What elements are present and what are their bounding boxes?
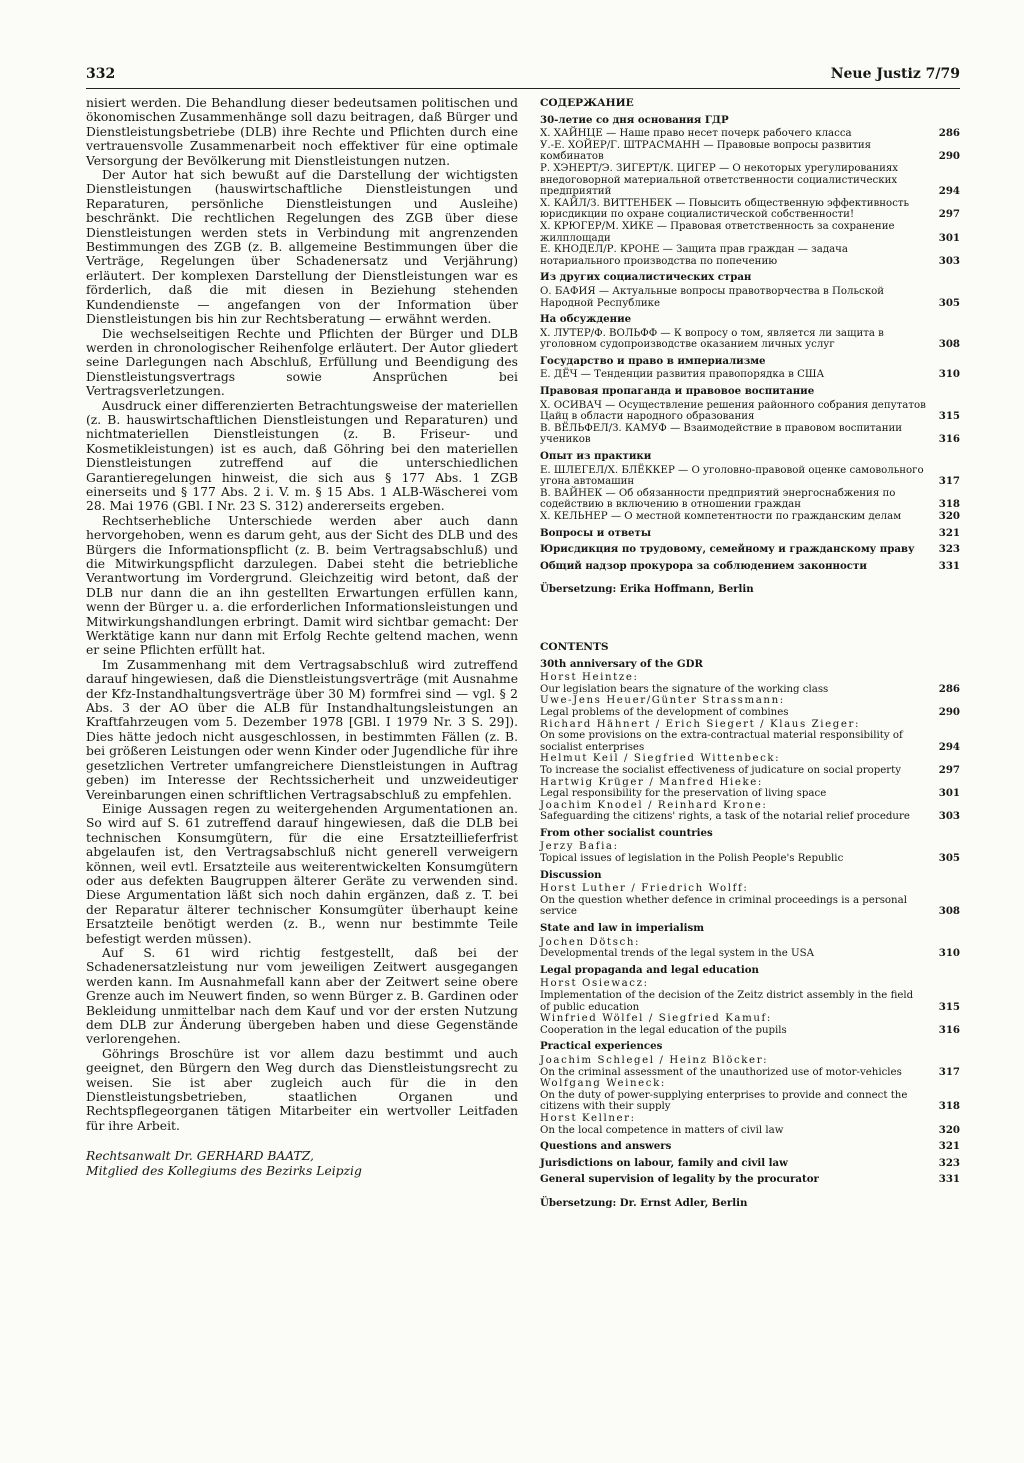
entry-page: 308 — [938, 905, 960, 918]
entry-text: Х. ХАЙНЦЕ — Наше право несет почерк рабочего класса — [540, 128, 852, 140]
entry-text: Юрисдикция по трудовому, семейному и гражданскому праву — [540, 543, 915, 556]
contents-single-entry — [540, 1141, 960, 1153]
entry-text: Legal problems of the development of combines — [540, 706, 789, 718]
contents-single-entry — [540, 544, 960, 556]
review-paragraph: Rechtserhebliche Unterschiede werden aber auch dann hervorgehoben, wenn es darum geht, aus der Sicht des DLB und des Bürgers die Informationspflicht (z. B. beim Vertragsabschluß) und die Mitwirkungspflicht darzulegen. Dabei steht die betriebliche Verantwortung im Vordergrund. Gleichzeitig wird betont, daß der DLB nur dann die an ihn gestellten Erwartungen erfüllen kann, wenn der Bürger u. a. die erforderlichen Informationsleistungen und Mitwirkungshandlungen erbringt. Damit wird sichtbar gemacht: Der Werktätige kann nur dann mit Erfolg Rechte geltend machen, wenn er seine Pflichten erfüllt hat. — [86, 513, 518, 658]
entry-page: 318 — [938, 498, 960, 511]
contents-group-heading: Discussion — [540, 868, 602, 881]
entry-text: Р. ХЭНЕРТ/Э. ЗИГЕРТ/К. ЦИГЕР — О некоторых урегулированиях внедоговорной материальной ответственности социалистических предприятий — [540, 162, 899, 198]
entry-page: 303 — [938, 810, 960, 823]
contents-entry — [540, 1025, 960, 1037]
entry-page: 317 — [938, 475, 960, 488]
contents-group-heading: Опыт из практики — [540, 450, 652, 463]
entry-page: 310 — [938, 947, 960, 960]
entry-page: 294 — [938, 185, 960, 198]
entry-text: Cooperation in the legal education of the pupils — [540, 1024, 787, 1036]
entry-text: В. ВАЙНЕК — Об обязанности предприятий энергоснабжения по содействию в включению в отношении граждан — [540, 487, 896, 511]
entry-author: Uwe-Jens Heuer/Günter Strassmann: — [540, 695, 785, 707]
entry-page: 305 — [938, 296, 960, 309]
entry-page: 290 — [938, 705, 960, 718]
contents-english — [540, 642, 960, 1210]
entry-text: Х. КАЙЛ/З. ВИТТЕНБЕК — Повысить общественную эффективность юрисдикции по охране социалистической собственности! — [540, 197, 910, 221]
entry-page: 286 — [938, 682, 960, 695]
contents-entry — [540, 990, 960, 1013]
entry-text: Developmental trends of the legal system in the USA — [540, 948, 814, 960]
contents-group-heading: State and law in imperialism — [540, 922, 705, 935]
entry-author: Horst Osiewacz: — [540, 978, 649, 990]
contents-entry — [540, 811, 960, 823]
entry-page: 331 — [938, 559, 960, 572]
journal-title: Neue Justiz 7/79 — [830, 66, 960, 82]
contents-entry — [540, 465, 960, 488]
contents-entry — [540, 286, 960, 309]
contents-entry — [540, 244, 960, 267]
entry-page: 297 — [938, 763, 960, 776]
entry-author: Joachim Schlegel / Heinz Blöcker: — [540, 1054, 769, 1066]
entry-text: Х. ЛУТЕР/Ф. ВОЛЬФФ — К вопросу о том, является ли защита в уголовном судопроизводстве оказанием личных услуг — [540, 327, 884, 351]
contents-entry — [540, 895, 960, 918]
contents-group-heading: 30-летие со дня основания ГДР — [540, 113, 729, 126]
review-signature — [86, 1149, 518, 1178]
contents-group-heading: From other socialist countries — [540, 826, 713, 839]
contents-entry — [540, 423, 960, 446]
contents-entry — [540, 1067, 960, 1079]
contents-entry — [540, 163, 960, 198]
review-paragraph: Göhrings Broschüre ist vor allem dazu bestimmt und auch geeignet, den Bürgern den Weg durch das Dienstleistungsrecht zu weisen. Sie ist aber zugleich auch für die in den Dienstleistungsbetrieben, staatlichen Organen und Rechtspflegeorganen tätigen Mitarbeiter ein wertvoller Leitfaden für ihre Arbeit. — [86, 1046, 518, 1133]
entry-text: Legal responsibility for the preservation of living space — [540, 788, 827, 800]
contents-single-entry — [540, 528, 960, 540]
entry-text: On the question whether defence in criminal proceedings is a personal service — [540, 894, 907, 918]
entry-author: Horst Kellner: — [540, 1112, 636, 1124]
contents-single-entry — [540, 1174, 960, 1186]
contents-entry — [540, 369, 960, 381]
entry-author: Helmut Keil / Siegfried Wittenbeck: — [540, 753, 781, 765]
entry-page: 323 — [938, 543, 960, 556]
entry-text: To increase the socialist effectiveness of judicature on social property — [540, 764, 902, 776]
review-paragraph: Der Autor hat sich bewußt auf die Darstellung der wichtigsten Dienstleistungen (hauswirtschaftliche Dienstleistungen und Reparaturen, persönliche Dienstleistungen und Ausleihe) beschränkt. Die rechtlichen Regelungen des ZGB über diese Dienstleistungen werden stets in Verbindung mit angrenzenden Bestimmungen des ZGB (z. B. allgemeine Bestimmungen über die Verträge, Regelungen über Schadenersatz und Verjährung) erläutert. Der komplexen Darstellung der Dienstleistungen war es förderlich, daß die mit diesen in Beziehung stehenden Kundendienste — angefangen von der Information über Dienstleistungen bis hin zur Rechtsberatung — erwähnt werden. — [86, 168, 518, 327]
contents-column — [540, 98, 960, 1210]
contents-ru-title: СОДЕРЖАНИЕ — [540, 97, 634, 109]
contents-entry — [540, 221, 960, 244]
contents-group-heading: Государство и право в империализме — [540, 354, 766, 367]
entry-page: 321 — [938, 526, 960, 539]
contents-group-heading: Из других социалистических стран — [540, 271, 752, 284]
entry-page: 320 — [938, 510, 960, 522]
entry-text: У.-Е. ХОЙЕР/Г. ШТРАСМАНН — Правовые вопросы развития комбинатов — [540, 139, 872, 163]
entry-page: 301 — [938, 231, 960, 244]
entry-author: Joachim Knodel / Reinhard Krone: — [540, 799, 768, 811]
contents-entry — [540, 1090, 960, 1113]
entry-text: On some provisions on the extra-contractual material responsibility of socialist enterprises — [540, 730, 903, 753]
entry-text: Вопросы и ответы — [540, 526, 652, 539]
entry-text: Общий надзор прокурора за соблюдением законности — [540, 559, 867, 572]
contents-entry — [540, 140, 960, 163]
entry-text: General supervision of legality by the procurator — [540, 1173, 819, 1186]
contents-entry — [540, 128, 960, 140]
entry-page: 310 — [938, 368, 960, 381]
contents-entry — [540, 198, 960, 221]
entry-page: 315 — [938, 1000, 960, 1013]
page-header — [86, 66, 960, 89]
entry-text: Implementation of the decision of the Zeitz district assembly in the field of public education — [540, 990, 914, 1013]
entry-author: Horst Heintze: — [540, 672, 639, 684]
entry-page: 321 — [938, 1140, 960, 1153]
review-column — [86, 96, 518, 1178]
contents-single-entry — [540, 1158, 960, 1170]
entry-text: Е. ШЛЕГЕЛ/Х. БЛЁККЕР — О уголовно-правовой оценке самовольного угона автомашин — [540, 464, 924, 488]
entry-author: Winfried Wölfel / Siegfried Kamuf: — [540, 1013, 772, 1025]
entry-page: 286 — [938, 127, 960, 140]
review-paragraph: Im Zusammenhang mit dem Vertragsabschluß wird zutreffend darauf hingewiesen, daß die Dienstleistungsverträge (mit Ausnahme der Kfz-Instandhaltungsverträge über 30 M) formfrei sind — vgl. § 2 Abs. 3 der AO über die ALB für Instandhaltungsleistungen an Kraftfahrzeugen vom 5. Dezember 1978 [GBl. I 1979 Nr. 3 S. 29]). Dies hätte jedoch nicht ausgeschlossen, in bestimmten Fällen (z. B. bei größeren Leistungen oder wenn Kinder oder Jugendliche für ihre gesetzlichen Vertreter umfangreichere Dienstleistungen in Auftrag geben) im Interesse der Rechtssicherheit und unzweideutiger Vereinbarungen einen schriftlichen Vertragsabschluß zu empfehlen. — [86, 657, 518, 802]
entry-text: Х. КЕЛЬНЕР — О местной компетентности по гражданским делам — [540, 511, 902, 522]
contents-entry — [540, 511, 960, 523]
entry-text: Е. КНОДЕЛ/Р. КРОНЕ — Защита прав граждан — задача нотариального производства по попечению — [540, 244, 848, 267]
entry-text: Questions and answers — [540, 1140, 672, 1153]
entry-text: Jurisdictions on labour, family and civil law — [540, 1156, 788, 1169]
entry-page: 308 — [938, 338, 960, 351]
contents-group-heading: Правовая пропаганда и правовое воспитание — [540, 385, 815, 398]
entry-page: 316 — [938, 1023, 960, 1036]
entry-page: 303 — [938, 254, 960, 267]
entry-page: 331 — [938, 1173, 960, 1186]
contents-entry — [540, 1125, 960, 1137]
entry-page: 290 — [938, 150, 960, 163]
entry-page: 318 — [938, 1100, 960, 1113]
contents-entry — [540, 328, 960, 351]
entry-text: Safeguarding the citizens' rights, a task of the notarial relief procedure — [540, 811, 910, 823]
contents-group-heading: 30th anniversary of the GDR — [540, 657, 703, 670]
entry-author: Horst Luther / Friedrich Wolff: — [540, 883, 749, 895]
contents-single-entry — [540, 561, 960, 573]
entry-page: 315 — [938, 410, 960, 423]
signature-author: Rechtsanwalt Dr. GERHARD BAATZ, — [86, 1149, 314, 1164]
entry-page: 305 — [938, 852, 960, 865]
review-paragraph: Die wechselseitigen Rechte und Pflichten der Bürger und DLB werden in chronologischer Reihenfolge erläutert. Der Autor gliedert seine Darlegungen nach Abschluß, Erfüllung und Beendigung des Dienstleistungsvertrags sowie Ansprüchen bei Vertragsverletzungen. — [86, 326, 518, 399]
signature-affiliation: Mitglied des Kollegiums des Bezirks Leipzig — [86, 1163, 362, 1178]
contents-entry — [540, 853, 960, 865]
contents-entry — [540, 488, 960, 511]
contents-entry — [540, 765, 960, 777]
entry-page: 316 — [938, 433, 960, 446]
entry-text: В. ВЁЛЬФЕЛ/З. КАМУФ — Взаимодействие в правовом воспитании учеников — [540, 422, 903, 446]
entry-text: Topical issues of legislation in the Polish People's Republic — [540, 853, 844, 865]
entry-text: Е. ДЁЧ — Тенденции развития правопорядка в США — [540, 369, 825, 381]
entry-page: 301 — [938, 787, 960, 800]
contents-entry — [540, 730, 960, 753]
entry-author: Richard Hähnert / Erich Siegert / Klaus Zieger: — [540, 718, 861, 730]
review-paragraph: Ausdruck einer differenzierten Betrachtungsweise der materiellen (z. B. hauswirtschaftlichen Dienstleistungen und Reparaturen) und nichtmateriellen Dienstleistungen (z. B. Friseur- und Kosmetikleistungen) ist es auch, daß Göhring bei den materiellen Dienstleistungen zutreffend auf die unterschiedlichen Garantieregelungen hinweist, die sich aus § 177 Abs. 1 ZGB einerseits und § 177 Abs. 2 i. V. m. § 15 Abs. 1 ALB-Wäscherei vom 28. Mai 1976 (GBl. I Nr. 23 S. 312) andererseits ergeben. — [86, 398, 518, 514]
contents-entry — [540, 400, 960, 423]
entry-text: Х. ОСИВАЧ — Осуществление решения районного собрания депутатов Цайц в области народного образования — [540, 399, 926, 423]
entry-text: Х. КРЮГЕР/М. ХИКЕ — Правовая ответственность за сохранение жилплощади — [540, 220, 895, 244]
translator-credit: Übersetzung: Erika Hoffmann, Berlin — [540, 583, 754, 596]
review-paragraph: nisiert werden. Die Behandlung dieser bedeutsamen politischen und ökonomischen Zusammenhänge soll dazu beitragen, daß Bürger und Dienstleistungsbetriebe (DLB) ihre Rechte und Pflichten durch eine vertrauensvolle Zusammenarbeit noch effektiver für eine optimale Versorgung der Bevölkerung mit Dienstleistungen nutzen. — [86, 96, 518, 168]
review-paragraph: Einige Aussagen regen zu weitergehenden Argumentationen an. So wird auf S. 61 zutreffend darauf hingewiesen, daß die DLB bei technischen Konsumgütern, für die eine Ersatzteillieferfrist abgelaufen ist, den Vertragsabschluß nicht generell verweigern können, weil evtl. Ersatzteile aus weiterentwickelten Konsumgütern oder aus defekten Baugruppen älterer Geräte zu verwenden sind. Diese Argumentation läßt sich noch dahin ergänzen, daß z. T. bei der Reparatur älterer technischer Konsumgüter überhaupt keine Ersatzteile benötigt werden (z. B., wenn nur bestimmte Teile befestigt werden müssen). — [86, 801, 518, 946]
contents-group-heading: Practical experiences — [540, 1040, 663, 1053]
entry-text: On the local competence in matters of civil law — [540, 1124, 784, 1136]
contents-en-title: CONTENTS — [540, 640, 609, 653]
contents-entry — [540, 707, 960, 719]
entry-text: On the criminal assessment of the unauthorized use of motor-vehicles — [540, 1066, 902, 1078]
contents-entry — [540, 684, 960, 696]
entry-author: Jochen Dötsch: — [540, 936, 641, 948]
entry-page: 323 — [938, 1156, 960, 1169]
page-number: 332 — [86, 66, 116, 82]
translator-credit: Übersetzung: Dr. Ernst Adler, Berlin — [540, 1196, 748, 1209]
entry-text: Our legislation bears the signature of the working class — [540, 683, 829, 695]
entry-author: Jerzy Bafia: — [540, 841, 619, 853]
contents-russian — [540, 98, 960, 596]
entry-page: 320 — [938, 1123, 960, 1136]
contents-entry — [540, 948, 960, 960]
entry-page: 294 — [938, 740, 960, 753]
entry-page: 317 — [938, 1065, 960, 1078]
entry-text: О. БАФИЯ — Актуальные вопросы правотворчества в Польской Народной Республике — [540, 285, 885, 309]
entry-author: Wolfgang Weineck: — [540, 1078, 666, 1090]
contents-group-heading: На обсуждение — [540, 313, 632, 326]
review-paragraph: Auf S. 61 wird richtig festgestellt, daß bei der Schadenersatzleistung nur vom jeweiligen Zeitwert ausgegangen werden kann. Im Ausnahmefall kann aber der Zeitwert seine obere Grenze auch im Neuwert finden, so wenn Bürger z. B. Gardinen oder Bekleidung unmittelbar nach dem Kauf und vor der ersten Nutzung dem DLB zur Änderung übergeben haben und diese Gegenstände verlorengehen. — [86, 945, 518, 1047]
entry-author: Hartwig Krüger / Manfred Hieke: — [540, 776, 763, 788]
entry-page: 297 — [938, 208, 960, 221]
contents-entry — [540, 788, 960, 800]
entry-text: On the duty of power-supplying enterprises to provide and connect the citizens with their supply — [540, 1089, 908, 1113]
contents-group-heading: Legal propaganda and legal education — [540, 963, 759, 976]
